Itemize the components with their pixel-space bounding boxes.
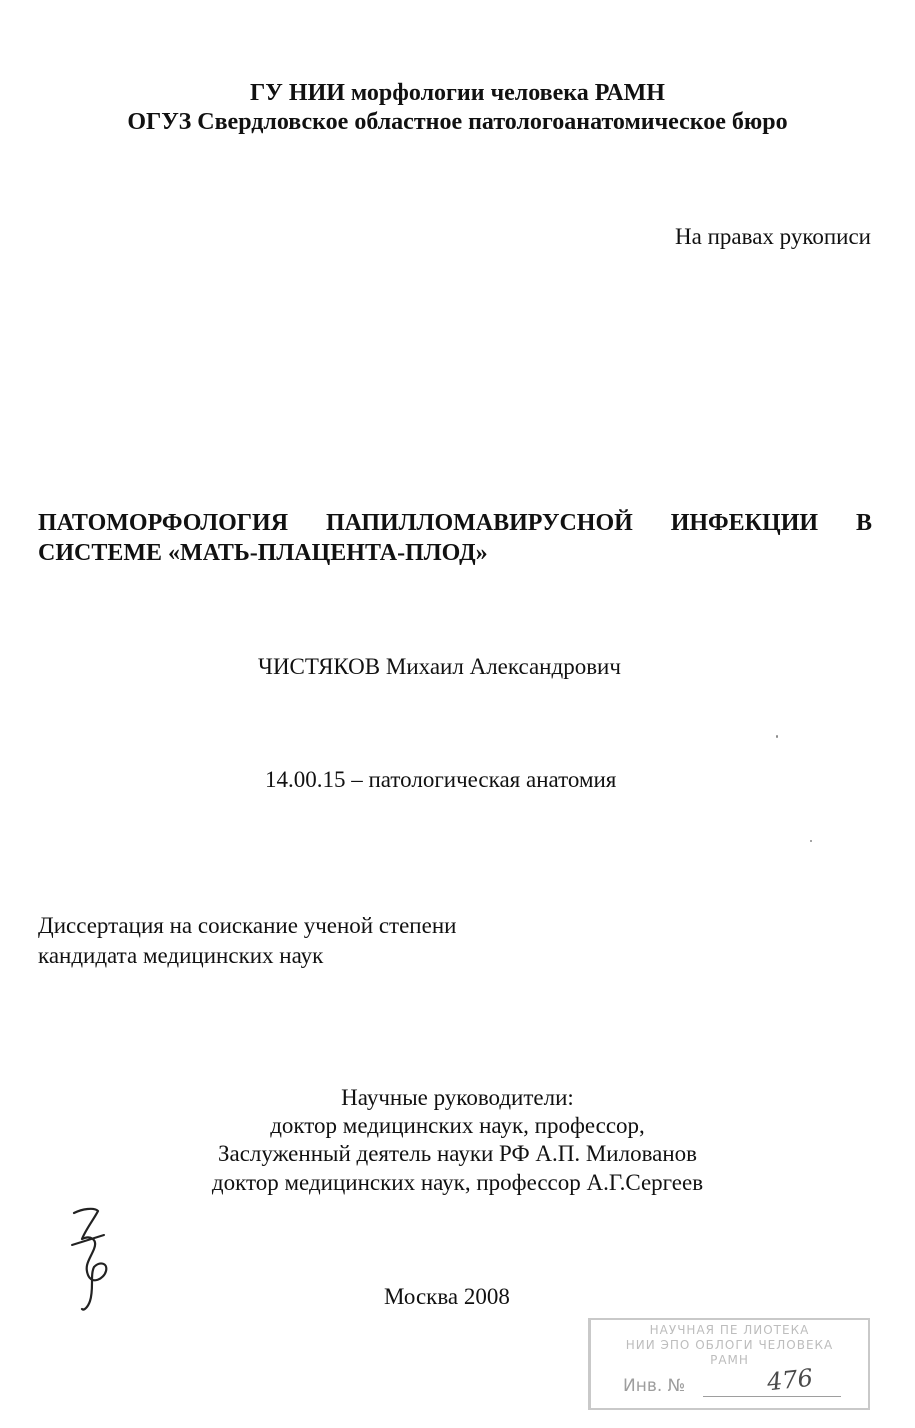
stamp-line-3: РАМН: [710, 1353, 749, 1367]
scan-speck: [776, 735, 778, 738]
degree-line-2: кандидата медицинских наук: [38, 943, 324, 968]
supervisors-label: Научные руководители:: [341, 1085, 574, 1110]
city-and-year: Москва 2008: [384, 1284, 510, 1309]
specialty-code: 14.00.15 – патологическая анатомия: [265, 767, 617, 792]
supervisor-line-2: Заслуженный деятель науки РФ А.П. Милованов: [217, 1141, 698, 1166]
stamp-line-1: НАУЧНАЯ ПЕ ЛИОТЕКА: [649, 1323, 810, 1337]
stamp-inventory-label: Инв. №: [623, 1376, 686, 1396]
title-word: ПАТОМОРФОЛОГИЯ: [38, 510, 289, 536]
degree-line-1: Диссертация на соискание ученой степени: [38, 913, 457, 938]
title-word: ПАПИЛЛОМАВИРУСНОЙ: [325, 510, 633, 536]
organization-line-1: ГУ НИИ морфологии человека РАМН: [250, 80, 665, 106]
stamp-line-2: НИИ ЭПО ОБЛОГИ ЧЕЛОВЕКА: [625, 1338, 834, 1352]
dissertation-title-line-2: СИСТЕМЕ «МАТЬ-ПЛАЦЕНТА-ПЛОД»: [38, 540, 488, 566]
supervisor-line-3: доктор медицинских наук, профессор А.Г.Сергеев: [211, 1170, 704, 1195]
library-stamp: [588, 1318, 870, 1410]
organization-line-2: ОГУЗ Свердловское областное патологоанатомическое бюро: [127, 109, 788, 135]
title-word: ИНФЕКЦИИ: [670, 510, 819, 536]
supervisor-line-1: доктор медицинских наук, профессор,: [270, 1113, 645, 1138]
handwritten-signature: [60, 1205, 120, 1315]
stamp-underline: [703, 1396, 841, 1397]
title-word: В: [855, 510, 872, 536]
stamp-inventory-number: 476: [765, 1363, 815, 1397]
manuscript-note: На правах рукописи: [675, 224, 871, 249]
scan-speck: [810, 840, 812, 842]
author-name: ЧИСТЯКОВ Михаил Александрович: [258, 654, 621, 679]
dissertation-title-line-1: [38, 508, 872, 538]
